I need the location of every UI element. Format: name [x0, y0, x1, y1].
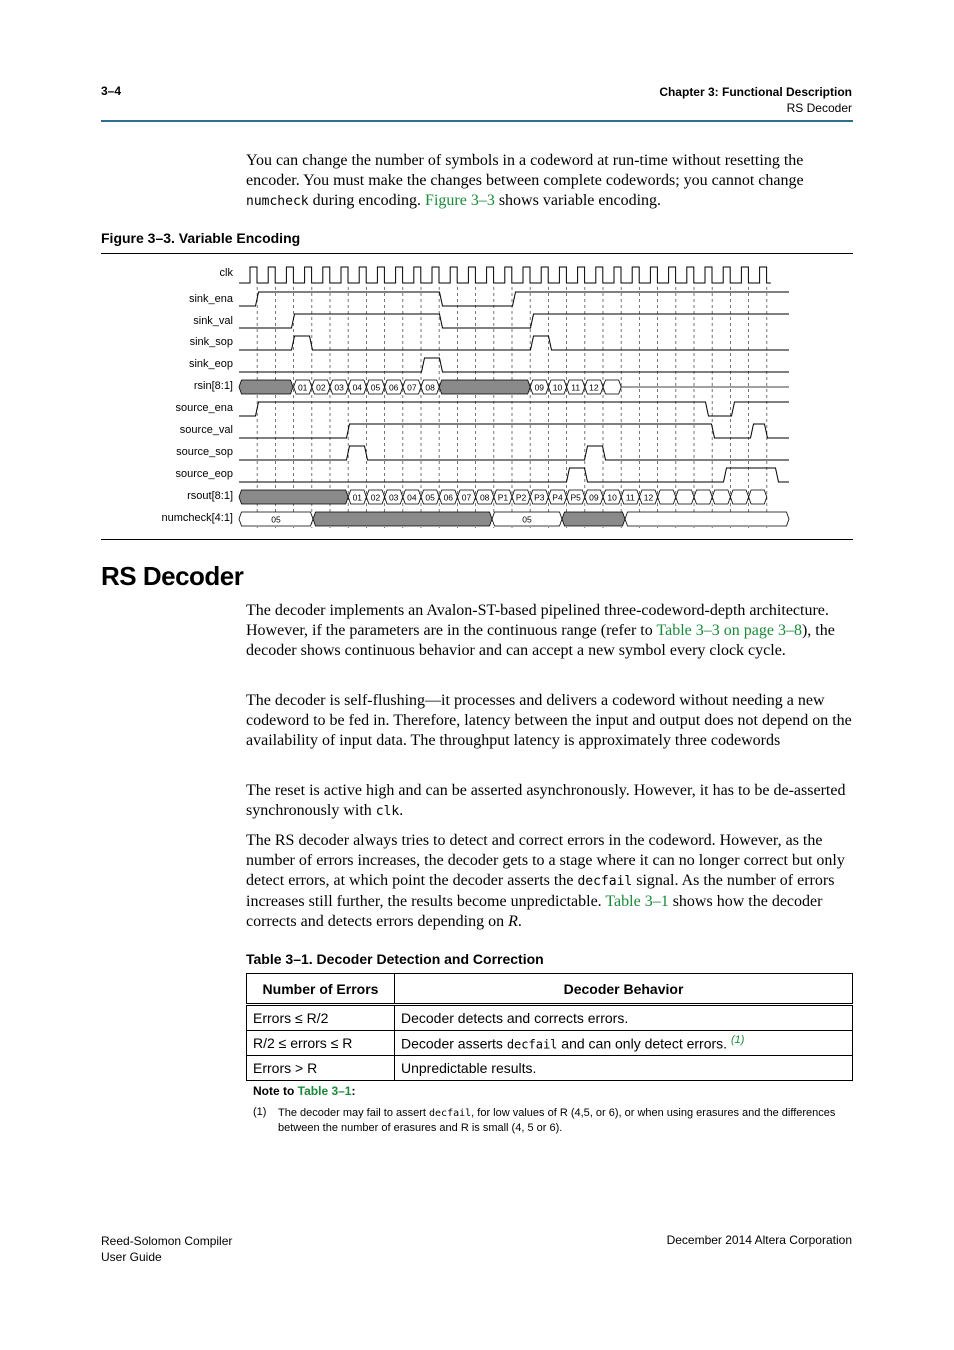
source-val-trace — [239, 424, 789, 438]
table-3-3-link[interactable]: Table 3–3 on page 3–8 — [656, 622, 802, 639]
numcheck-value-label: 05 — [271, 514, 281, 525]
rsout-empty — [712, 490, 730, 504]
errors-cell: R/2 ≤ errors ≤ R — [247, 1031, 395, 1056]
header-decoder-behavior: Decoder Behavior — [395, 974, 853, 1005]
label-rsin: rsin[8:1] — [193, 380, 233, 392]
rsin-value-label: 03 — [334, 382, 344, 393]
behavior-text: Decoder asserts — [401, 1035, 507, 1052]
rsin-idle — [439, 380, 530, 394]
behavior-cell: Decoder detects and corrects errors. — [395, 1005, 853, 1031]
clk-trace — [239, 267, 771, 283]
section-title: RS Decoder — [786, 101, 852, 115]
header-number-of-errors: Number of Errors — [247, 974, 395, 1005]
p1-text-after: ), the decoder shows continuous behavior and can accept a new symbol every clock cycle. — [246, 622, 835, 659]
table-row — [247, 1005, 853, 1031]
rsin-value-label: 07 — [407, 382, 417, 393]
label-sink-val: sink_val — [193, 315, 233, 327]
rsin-value-label: 04 — [352, 382, 363, 393]
sink-sop-trace — [239, 336, 789, 350]
label-source-ena: source_ena — [175, 402, 233, 414]
label-clk: clk — [219, 267, 233, 279]
decoder-paragraph-3 — [246, 781, 852, 822]
rsout-value-label: 02 — [370, 492, 381, 503]
table-row — [247, 1056, 853, 1081]
rsout-empty — [749, 490, 767, 504]
rsout-value-label: 12 — [643, 492, 654, 503]
rsout-empty — [730, 490, 748, 504]
note-title-colon: : — [351, 1084, 356, 1098]
table-row — [247, 1031, 853, 1056]
numcheck-changing — [562, 512, 625, 526]
numcheck-value — [625, 512, 789, 526]
rsout-empty — [694, 490, 712, 504]
note-text-after: , for low values of R (4,5, or 6), or when using erasures and the differences between the number of erasures and R is small (4, 5 or 6). — [278, 1107, 836, 1134]
rsin-value-label: 12 — [589, 382, 599, 393]
numcheck-changing — [313, 512, 492, 526]
errors-cell: Errors ≤ R/2 — [247, 1005, 395, 1031]
p3-text-after: . — [399, 802, 404, 819]
note-body — [278, 1106, 850, 1135]
label-sink-sop: sink_sop — [189, 336, 233, 348]
footer-left — [101, 1233, 232, 1265]
note-title-text: Note to — [253, 1084, 298, 1098]
code-clk: clk — [375, 804, 400, 819]
rsout-idle — [239, 490, 348, 504]
rsin-value-label: 10 — [552, 382, 563, 393]
table-header-row — [247, 974, 853, 1005]
intro-text-after: shows variable encoding. — [494, 192, 662, 209]
sink-ena-trace — [239, 292, 789, 306]
p4-r: R — [508, 913, 518, 930]
rsin-value-label: 01 — [297, 382, 308, 393]
footer-product: Reed-Solomon Compiler — [101, 1234, 233, 1248]
rsout-value-label: 04 — [407, 492, 417, 503]
note-table-link[interactable]: Table 3–1 — [297, 1084, 352, 1098]
footer-right: December 2014 Altera Corporation — [666, 1233, 852, 1247]
decoder-paragraph-2: The decoder is self-flushing—it processes and delivers a codeword without needing a new codeword to be fed in. Therefore, latency between the input and output does not depend on the availability of input data. The throughput latency is approximately three codewords — [246, 692, 852, 749]
rsout-value-label: P1 — [497, 492, 509, 503]
rsin-value-label: 06 — [388, 382, 399, 393]
decoder-paragraph-1 — [246, 601, 852, 661]
code-decfail: decfail — [429, 1108, 472, 1119]
numcheck-value-label: 05 — [522, 514, 532, 525]
timing-diagram — [0, 0, 954, 545]
errors-cell: Errors > R — [247, 1056, 395, 1081]
rsout-value-label: 06 — [443, 492, 454, 503]
chapter-title: Chapter 3: Functional Description — [659, 85, 852, 99]
rsin-value-label: 05 — [370, 382, 381, 393]
note-number: (1) — [253, 1106, 267, 1118]
rsin-idle — [239, 380, 293, 394]
rsin-value-label: 02 — [316, 382, 326, 393]
rsout-value-label: P3 — [534, 492, 545, 503]
source-ena-trace — [239, 402, 789, 416]
rsout-value-label: 05 — [425, 492, 435, 503]
label-source-sop: source_sop — [176, 446, 233, 458]
rsout-value-label: 07 — [461, 492, 472, 503]
decoder-table — [246, 973, 853, 1081]
source-eop-trace — [239, 468, 789, 482]
p4-text: The RS decoder always tries to detect and correct errors in the codeword. However, as the number of errors increases, the decoder gets to a stage where it can no longer correct but only detect errors, at which point the decoder asserts the — [246, 832, 845, 889]
label-sink-ena: sink_ena — [188, 293, 233, 305]
clk-waveform — [239, 267, 771, 283]
sink-val-trace — [239, 314, 789, 328]
rsout-empty — [676, 490, 694, 504]
figure-caption: Figure 3–3. Variable Encoding — [101, 230, 301, 246]
code-numcheck: numcheck — [246, 194, 309, 209]
p3-text: The reset is active high and can be asserted asynchronously. However, it has to be de-asserted synchronously with — [246, 782, 846, 819]
table-3-1-link[interactable]: Table 3–1 — [605, 893, 669, 910]
behavior-cell — [395, 1031, 853, 1056]
decoder-paragraph-4 — [246, 831, 852, 932]
label-source-val: source_val — [179, 424, 233, 436]
label-source-eop: source_eop — [175, 468, 233, 480]
code-decfail: decfail — [506, 1037, 558, 1052]
rsin-empty — [603, 380, 621, 394]
rsin-value-label: 09 — [534, 382, 545, 393]
rsout-value-label: P5 — [570, 492, 581, 503]
rsout-value-label: P2 — [515, 492, 527, 503]
p4-text-mid: signal. As the number of errors increases still further, the results become unpredictable. — [246, 872, 835, 910]
rsout-value-label: P4 — [552, 492, 563, 503]
rsout-value-label: 03 — [388, 492, 399, 503]
note-title — [253, 1084, 355, 1098]
intro-text: You can change the number of symbols in a codeword at run-time without resetting the encoder. You must make the changes between complete codewords; you cannot change — [246, 152, 804, 189]
rsin-value-label: 08 — [425, 382, 435, 393]
sink-eop-trace — [239, 358, 789, 372]
p1-text: The decoder implements an Avalon-ST-based pipelined three-codeword-depth architecture. However, if the parameters are in the continuous range (refer to — [246, 602, 829, 639]
rsout-empty — [658, 490, 676, 504]
note-text: The decoder may fail to assert — [278, 1107, 430, 1119]
rsout-value-label: 10 — [607, 492, 617, 503]
behavior-cell: Unpredictable results. — [395, 1056, 853, 1081]
p4-text-end: . — [517, 913, 522, 930]
rsout-value-label: 09 — [589, 492, 599, 503]
figure-link[interactable]: Figure 3–3 — [425, 192, 495, 209]
footer-doc: User Guide — [101, 1250, 162, 1264]
note-reference-link[interactable]: (1) — [730, 1034, 745, 1047]
code-decfail: decfail — [577, 874, 633, 889]
label-rsout: rsout[8:1] — [187, 490, 233, 502]
table-caption: Table 3–1. Decoder Detection and Correction — [246, 951, 544, 967]
intro-text-middle: during encoding. — [308, 192, 426, 209]
rsout-value-label: 08 — [479, 492, 490, 503]
p4-text-mid2: shows how the decoder corrects and detects errors depending on — [246, 893, 823, 930]
page-number: 3–4 — [101, 84, 122, 98]
rsin-value-label: 11 — [571, 382, 581, 393]
behavior-text-after: and can only detect errors. — [557, 1035, 731, 1052]
rsout-value-label: 01 — [352, 492, 363, 503]
label-numcheck: numcheck[4:1] — [161, 512, 233, 524]
rsout-value-label: 11 — [625, 492, 635, 503]
section-heading: RS Decoder — [101, 561, 244, 591]
label-sink-eop: sink_eop — [188, 358, 233, 370]
source-sop-trace — [239, 446, 789, 460]
